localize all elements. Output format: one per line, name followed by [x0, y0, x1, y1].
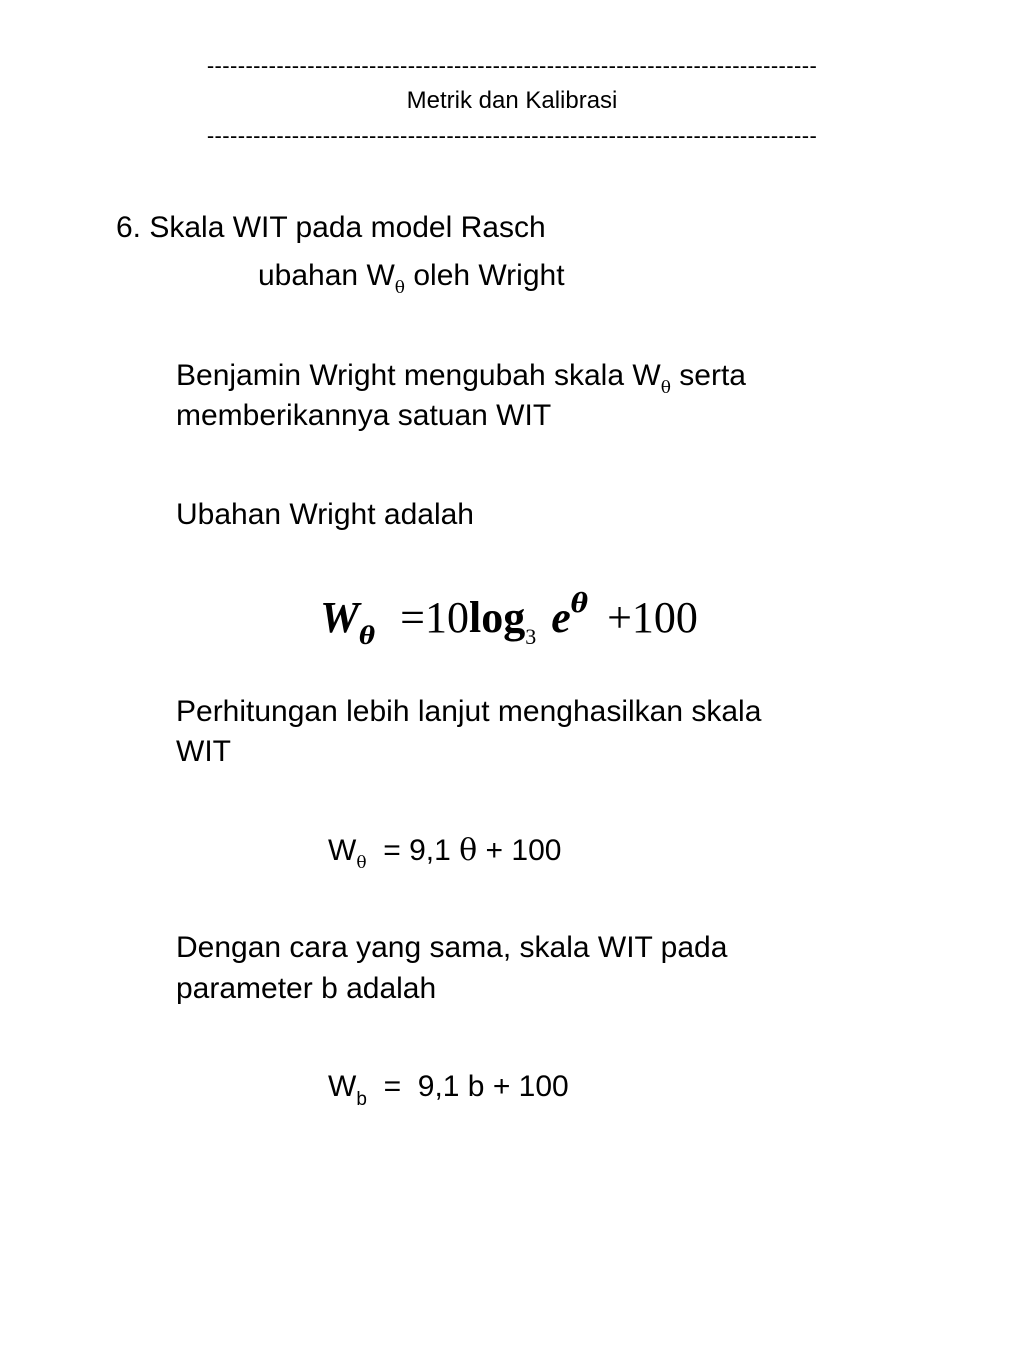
further-line-1: Perhitungan lebih lanjut menghasilkan skala — [176, 695, 762, 728]
intro-prefix: Benjamin Wright mengubah skala W — [176, 359, 661, 392]
same-line-2: parameter b adalah — [176, 972, 437, 1005]
theta-formula-rhs-prefix: = 9,1 — [366, 834, 460, 867]
theta-formula-rhs-suffix: + 100 — [477, 834, 562, 867]
intro-line-2: memberikannya satuan WIT — [176, 399, 552, 432]
formula-log: log — [468, 593, 526, 642]
formula-w-theta-sub: θ — [359, 621, 376, 650]
formula-equals: = — [400, 593, 425, 642]
wright-label: Ubahan Wright adalah — [176, 498, 474, 531]
intro-line-1 — [176, 358, 746, 398]
section-heading: 6. Skala WIT pada model Rasch — [116, 211, 546, 244]
theta-formula-sub: θ — [356, 853, 367, 873]
formula-e-theta-sup: θ — [570, 589, 589, 619]
further-line-2: WIT — [176, 735, 231, 768]
b-formula-sub: b — [356, 1089, 367, 1110]
b-formula — [328, 1069, 569, 1109]
header-title: Metrik dan Kalibrasi — [406, 87, 618, 114]
formula-plus: + — [607, 593, 632, 642]
subheading-suffix: oleh Wright — [405, 259, 565, 292]
formula-w: W — [320, 593, 360, 642]
intro-suffix: serta — [670, 359, 746, 392]
subheading-prefix: ubahan W — [258, 259, 395, 292]
intro-theta-sub: θ — [660, 378, 671, 398]
subheading-theta-sub: θ — [394, 278, 406, 298]
header-rule-top: ------------------------------------------------------------------------------- — [206, 53, 818, 78]
header-rule-bottom: ------------------------------------------------------------------------------- — [206, 123, 818, 148]
main-formula — [320, 589, 698, 651]
b-formula-rhs: = 9,1 b + 100 — [366, 1070, 569, 1103]
formula-coef: 10 — [424, 593, 469, 642]
formula-e: e — [551, 593, 571, 642]
theta-formula-w: W — [328, 834, 357, 867]
theta-formula-theta: θ — [459, 833, 478, 868]
formula-log-base: 3 — [525, 624, 537, 649]
same-line-1: Dengan cara yang sama, skala WIT pada — [176, 931, 728, 964]
b-formula-w: W — [328, 1070, 357, 1103]
theta-formula — [328, 833, 561, 873]
formula-const: 100 — [631, 593, 698, 642]
section-subheading — [258, 258, 565, 298]
